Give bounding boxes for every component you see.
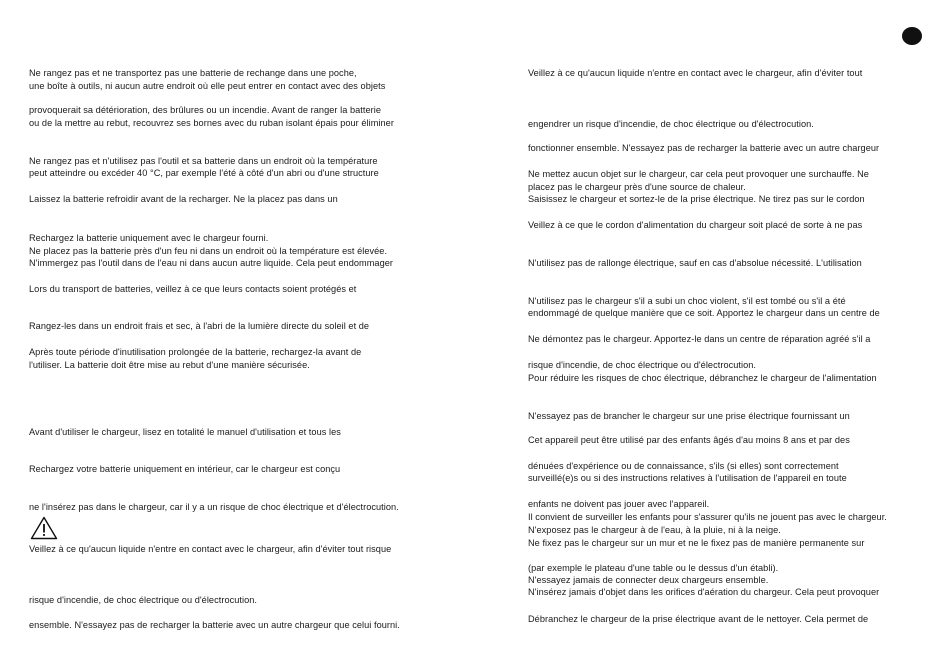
text-line: Ne rangez pas et ne transportez pas une batterie de rechange dans une poche,: [29, 68, 357, 78]
text-line: Laissez la batterie refroidir avant de la recharger. Ne la placez pas dans un: [29, 194, 338, 204]
text-line: peut atteindre ou excéder 40 °C, par exemple l'été à côté d'un abri ou d'une structure: [29, 168, 379, 178]
text-line: provoquerait sa détérioration, des brûlures ou un incendie. Avant de ranger la batterie: [29, 105, 381, 115]
text-line: Ne mettez aucun objet sur le chargeur, car cela peut provoquer une surchauffe. Ne: [528, 169, 869, 179]
text-line: Il convient de surveiller les enfants pour s'assurer qu'ils ne jouent pas avec le chargeur.: [528, 512, 887, 522]
text-line: Veillez à ce que le cordon d'alimentation du chargeur soit placé de sorte à ne pas: [528, 220, 863, 230]
text-line: ensemble. N'essayez pas de recharger la batterie avec un autre chargeur que celui fourni.: [29, 620, 400, 630]
text-line: Après toute période d'inutilisation prolongée de la batterie, rechargez-la avant de: [29, 347, 362, 357]
text-line: endommagé de quelque manière que ce soit. Apportez le chargeur dans un centre de: [528, 308, 880, 318]
text-line: N'insérez jamais d'objet dans les orifices d'aération du chargeur. Cela peut provoquer: [528, 587, 880, 597]
text-line: Avant d'utiliser le chargeur, lisez en totalité le manuel d'utilisation et tous les: [29, 427, 341, 437]
text-line: une boîte à outils, ni aucun autre endroit où elle peut entrer en contact avec des objets: [29, 81, 386, 91]
text-line: (par exemple le plateau d'une table ou le dessus d'un établi).: [528, 563, 779, 573]
text-line: Ne démontez pas le chargeur. Apportez-le dans un centre de réparation agréé s'il a: [528, 334, 871, 344]
text-line: Rangez-les dans un endroit frais et sec, à l'abri de la lumière directe du soleil et de: [29, 321, 370, 331]
text-line: placez pas le chargeur près d'une source de chaleur.: [528, 182, 746, 192]
text-line: l'utiliser. La batterie doit être mise au rebut d'une manière sécurisée.: [29, 360, 310, 370]
text-line: engendrer un risque d'incendie, de choc électrique ou d'électrocution.: [528, 119, 814, 129]
text-line: N'essayez pas de brancher le chargeur sur une prise électrique fournissant un: [528, 411, 850, 421]
text-line: Pour réduire les risques de choc électrique, débranchez le chargeur de l'alimentation: [528, 373, 877, 383]
text-line: Rechargez la batterie uniquement avec le chargeur fourni.: [29, 233, 269, 243]
text-line: surveillé(e)s ou si des instructions relatives à l'utilisation de l'appareil en toute: [528, 473, 847, 483]
text-line: Débranchez le chargeur de la prise électrique avant de le nettoyer. Cela permet de: [528, 614, 869, 624]
text-line: Veillez à ce qu'aucun liquide n'entre en contact avec le chargeur, afin d'éviter tout risque: [29, 544, 392, 554]
text-line: N'utilisez pas le chargeur s'il a subi un choc violent, s'il est tombé ou s'il a été: [528, 296, 846, 306]
text-line: Saisissez le chargeur et sortez-le de la prise électrique. Ne tirez pas sur le cordon: [528, 194, 865, 204]
text-line: Ne placez pas la batterie près d'un feu ni dans un endroit où la température est élevée.: [29, 246, 388, 256]
text-line: Veillez à ce qu'aucun liquide n'entre en contact avec le chargeur, afin d'éviter tout: [528, 68, 863, 78]
text-line: ne l'insérez pas dans le chargeur, car il y a un risque de choc électrique et d'électrocution.: [29, 502, 399, 512]
text-line: N'exposez pas le chargeur à de l'eau, à la pluie, ni à la neige.: [528, 525, 781, 535]
text-line: fonctionner ensemble. N'essayez pas de recharger la batterie avec un autre chargeur: [528, 143, 880, 153]
text-line: Ne fixez pas le chargeur sur un mur et ne le fixez pas de manière permanente sur: [528, 538, 865, 548]
text-line: Lors du transport de batteries, veillez à ce que leurs contacts soient protégés et: [29, 284, 357, 294]
text-line: Ne rangez pas et n'utilisez pas l'outil et sa batterie dans un endroit où la température: [29, 156, 378, 166]
text-line: risque d'incendie, de choc électrique ou d'électrocution.: [29, 595, 258, 605]
text-line: N'immergez pas l'outil dans de l'eau ni dans aucun autre liquide. Cela peut endommager: [29, 258, 394, 268]
text-line: N'utilisez pas de rallonge électrique, sauf en cas d'absolue nécessité. L'utilisation: [528, 258, 862, 268]
page-number-badge: [902, 27, 922, 45]
text-line: Cet appareil peut être utilisé par des enfants âgés d'au moins 8 ans et par des: [528, 435, 850, 445]
text-line: enfants ne doivent pas jouer avec l'appareil.: [528, 499, 710, 509]
warning-triangle-icon: [30, 516, 58, 540]
text-line: ou de la mettre au rebut, recouvrez ses bornes avec du ruban isolant épais pour éliminer: [29, 118, 394, 128]
text-line: dénuées d'expérience ou de connaissance, s'ils (si elles) sont correctement: [528, 461, 839, 471]
text-line: risque d'incendie, de choc électrique ou d'électrocution.: [528, 360, 757, 370]
text-line: N'essayez jamais de connecter deux chargeurs ensemble.: [528, 575, 769, 585]
text-line: Rechargez votre batterie uniquement en intérieur, car le chargeur est conçu: [29, 464, 341, 474]
